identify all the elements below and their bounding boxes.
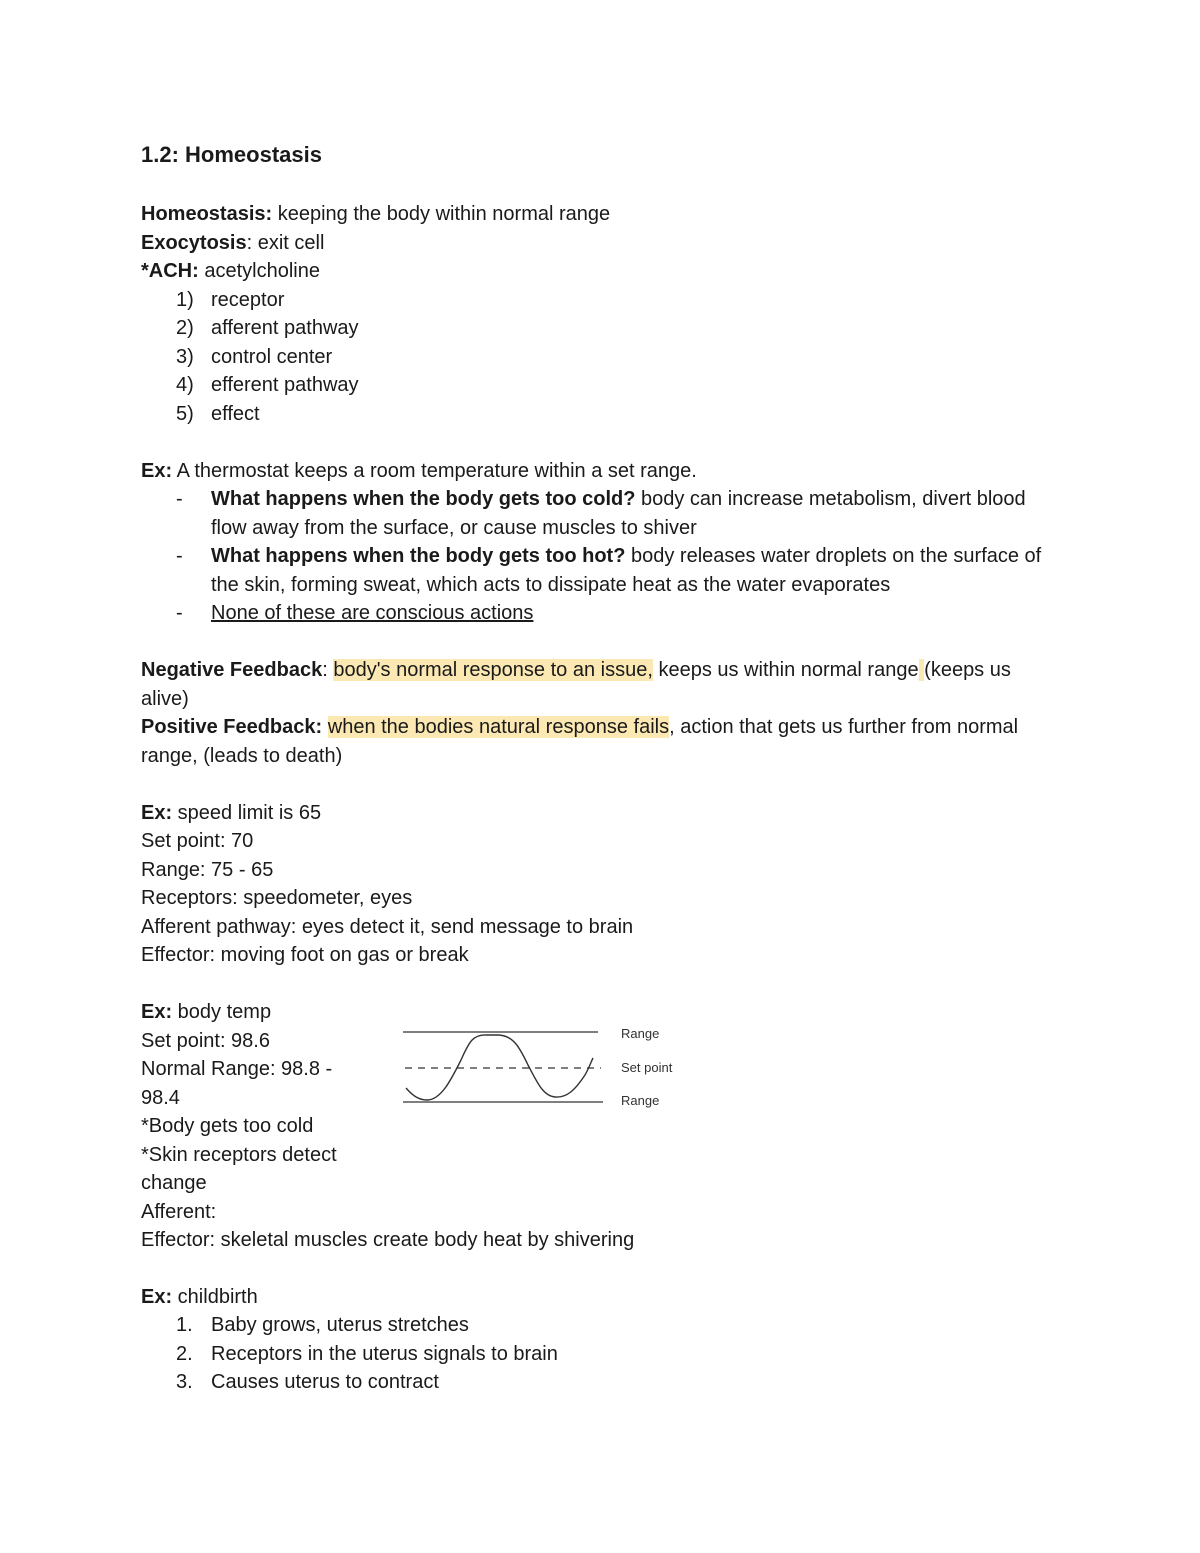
list-item: 1. Baby grows, uterus stretches [176,1314,469,1336]
childbirth-example: Ex: childbirth [141,1285,258,1308]
set-point-range-diagram [403,1020,693,1120]
text-line: Set point: 70 [141,830,254,852]
list-item: - None of these are conscious actions [176,602,534,624]
definition-ach: *ACH: acetylcholine [141,260,320,282]
list-item: 3) control center [176,345,333,368]
text-line: Effector: moving foot on gas or break [141,944,469,966]
body-temp-text [141,998,371,1226]
range-label-bottom: Range [621,1093,660,1108]
definition-exocytosis: Exocytosis: exit cell [141,231,325,254]
thermostat-example: Ex: A thermostat keeps a room temperature within a set range. [141,459,697,482]
text-line: Range: 75 - 65 [141,858,274,881]
text-line: *Skin receptors detect change [141,1143,337,1194]
list-item: - What happens when the body gets too cold? body can increase metabolism, divert blood flow away from the surface, or cause muscles to shiver [176,488,1026,539]
childbirth-steps-list [141,1311,1061,1397]
set-point-label: Set point [621,1060,673,1075]
range-label-top: Range [621,1026,660,1041]
text-line: Normal Range: 98.8 - 98.4 [141,1058,333,1109]
body-temp-example [141,998,1061,1254]
definition-homeostasis: Homeostasis: keeping the body within normal range [141,203,611,225]
document-page [141,140,1061,1397]
list-item: 2) afferent pathway [176,317,359,339]
list-item: 2. Receptors in the uterus signals to brain [176,1342,558,1365]
text-line: Effector: skeletal muscles create body heat by shivering [141,1229,635,1251]
temp-example-heading: Ex: body temp [141,1001,272,1023]
list-item: 3. Causes uterus to contract [176,1371,439,1393]
list-item: 4) efferent pathway [176,374,359,396]
positive-feedback: Positive Feedback: when the bodies natural response fails, action that gets us further from normal range, (leads to death) [141,716,1019,767]
speed-example: Ex: speed limit is 65 [141,801,322,824]
text-line: Afferent pathway: eyes detect it, send message to brain [141,915,634,938]
text-line: *Body gets too cold [141,1115,314,1137]
negative-feedback: Negative Feedback: body's normal response to an issue, keeps us within normal range (keeps us alive) [141,659,1011,710]
text-line: Afferent: [141,1200,217,1223]
thermostat-bullets [141,485,1061,628]
text-line: Receptors: speedometer, eyes [141,887,413,909]
list-item: 1) receptor [176,288,285,311]
list-item: - What happens when the body gets too hot? body releases water droplets on the surface of the skin, forming sweat, which acts to dissipate heat as the water evaporates [176,545,1042,596]
page-title: 1.2: Homeostasis [141,142,322,167]
text-line: Set point: 98.6 [141,1029,270,1052]
homeostasis-steps-list [141,286,1061,429]
list-item: 5) effect [176,402,260,425]
